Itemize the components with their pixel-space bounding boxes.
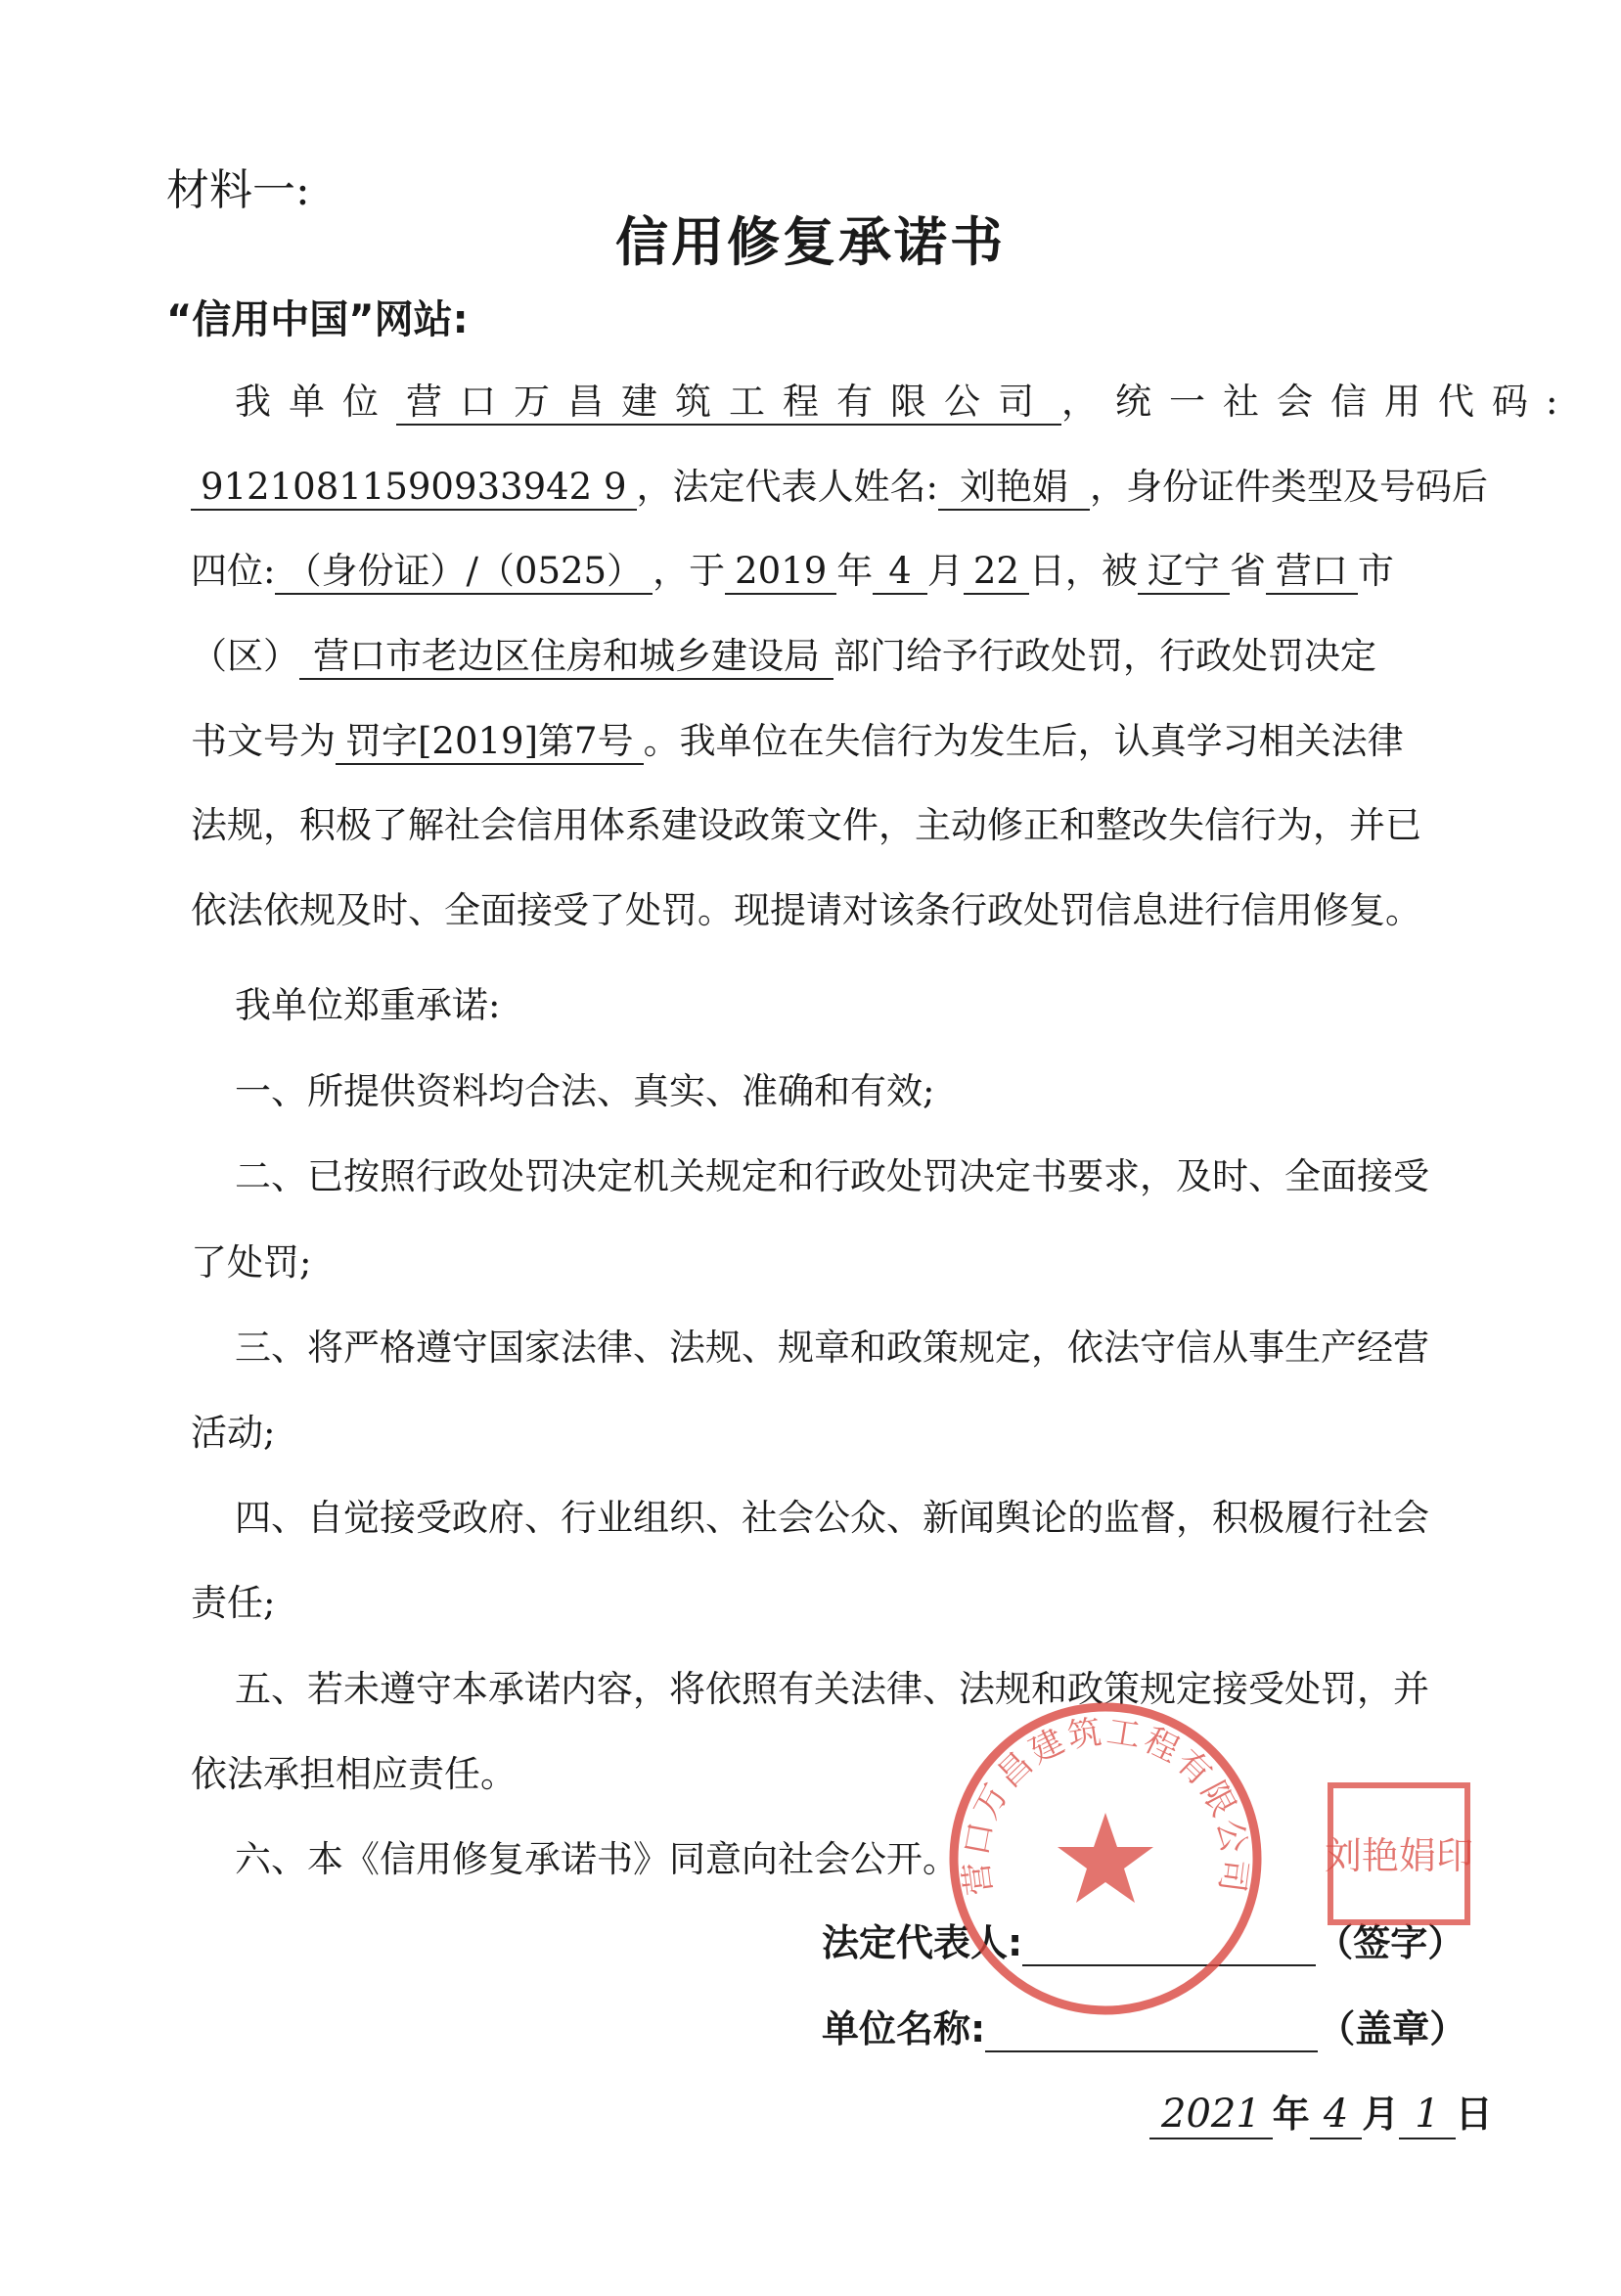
- promise-5-cont: 依法承担相应责任。: [191, 1753, 517, 1795]
- day-field: 22: [964, 550, 1029, 595]
- legal-rep-field: 刘艳娟: [938, 466, 1090, 511]
- promise-3: 三、将严格遵守国家法律、法规、规章和政策规定，依法守信从事生产经营: [235, 1327, 1429, 1369]
- promise-4: 四、自觉接受政府、行业组织、社会公众、新闻舆论的监督，积极履行社会: [235, 1497, 1429, 1539]
- body-line-1: 我单位 营口万昌建筑工程有限公司 ，统一社会信用代码:: [235, 372, 1575, 426]
- personal-seal-text: 刘艳娟印: [1326, 1834, 1472, 1877]
- promise-intro: 我单位郑重承诺:: [235, 984, 501, 1026]
- month-field: 4: [873, 550, 927, 595]
- promise-1: 一、所提供资料均合法、真实、准确和有效;: [235, 1070, 935, 1112]
- promise-2-cont: 了处罚;: [191, 1241, 312, 1283]
- personal-seal-stamp: [1326, 1780, 1472, 1927]
- personal-seal-svg: [1326, 1780, 1472, 1927]
- legal-rep-signature-row: 法定代表人: （签字）: [822, 1921, 1465, 1964]
- company-seal-stamp: [944, 1697, 1267, 2020]
- id-info-field: （身份证）/（0525）: [275, 550, 653, 595]
- body-line-6: 法规，积极了解社会信用体系建设政策文件，主动修正和整改失信行为，并已: [191, 804, 1421, 846]
- body-line-7: 依法依规及时、全面接受了处罚。现提请对该条行政处罚信息进行信用修复。: [191, 889, 1421, 931]
- date-month: 4: [1310, 2091, 1362, 2139]
- seal-star-icon: [1058, 1813, 1153, 1903]
- promise-6: 六、本《信用修复承诺书》同意向社会公开。: [235, 1838, 959, 1880]
- date-row: 2021 年 4 月 1 日: [1149, 2084, 1493, 2139]
- unit-name-row: 单位名称: （盖章）: [822, 2007, 1467, 2050]
- date-year: 2021: [1149, 2091, 1273, 2139]
- year-field: 2019: [725, 550, 836, 595]
- department-field: 营口市老边区住房和城乡建设局: [299, 635, 833, 680]
- promise-4-cont: 责任;: [191, 1582, 276, 1624]
- material-label: 材料一:: [166, 165, 310, 215]
- city-field: 营口: [1266, 550, 1358, 595]
- promise-5: 五、若未遵守本承诺内容，将依照有关法律、法规和政策规定接受处罚，并: [235, 1668, 1429, 1710]
- seal-text: 营口万昌建筑工程有限公司: [956, 1711, 1255, 1898]
- company-name-field: 营口万昌建筑工程有限公司: [396, 381, 1061, 426]
- body-line-3: 四位: （身份证）/（0525） ，于 2019 年 4 月 22 日，被 辽宁 省 营口 市: [191, 541, 1394, 595]
- body-line-2: 91210811590933942 9 ，法定代表人姓名: 刘艳娟 ，身份证件类型及号码后: [191, 457, 1488, 511]
- date-day: 1: [1399, 2091, 1455, 2139]
- credit-code-field: 91210811590933942 9: [191, 466, 637, 511]
- body-line-5: 书文号为 罚字[2019]第7号 。我单位在失信行为发生后，认真学习相关法律: [191, 711, 1404, 765]
- doc-number-field: 罚字[2019]第7号: [336, 720, 644, 765]
- promise-2: 二、已按照行政处罚决定机关规定和行政处罚决定书要求，及时、全面接受: [235, 1155, 1429, 1197]
- promise-3-cont: 活动;: [191, 1412, 276, 1454]
- body-line-4: （区） 营口市老边区住房和城乡建设局 部门给予行政处罚，行政处罚决定: [191, 626, 1376, 680]
- addressee: “信用中国”网站:: [166, 297, 469, 342]
- province-field: 辽宁: [1138, 550, 1230, 595]
- document-title: 信用修复承诺书: [615, 211, 1006, 273]
